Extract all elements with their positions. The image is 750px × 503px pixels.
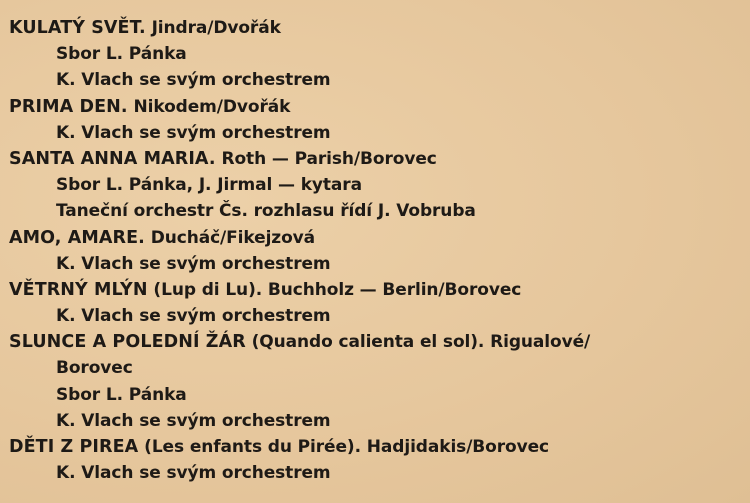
song-performer: K. Vlach se svým orchestrem (56, 306, 331, 327)
song-authors: Nikodem/Dvořák (133, 96, 291, 117)
song-title: AMO, AMARE. (9, 227, 145, 248)
song-original-title: (Lup di Lu). (153, 279, 263, 300)
song-performer: K. Vlach se svým orchestrem (56, 253, 331, 274)
song-performer: Sbor L. Pánka (56, 384, 187, 405)
song-performer: Taneční orchestr Čs. rozhlasu řídí J. Vobruba (56, 201, 476, 222)
song-authors: Jindra/Dvořák (151, 18, 281, 38)
song-title: SANTA ANNA MARIA. (9, 148, 216, 169)
song-title-line (9, 94, 742, 120)
song-title: VĚTRNÝ MLÝN (9, 279, 148, 300)
song-authors: Hadjidakis/Borovec (366, 437, 549, 457)
song-authors: Rigualové/ (490, 332, 591, 353)
song-performer: K. Vlach se svým orchestrem (56, 122, 331, 143)
song-original-title: (Quando calienta el sol). (251, 332, 485, 353)
song-title-line (9, 225, 742, 251)
song-authors: Buchholz — Berlin/Borovec (267, 279, 522, 300)
song-performer: K. Vlach se svým orchestrem (56, 70, 331, 91)
song-authors: Ducháč/Fikejzová (150, 227, 316, 248)
song-title-line (9, 434, 742, 460)
song-title: KULATÝ SVĚT. (9, 18, 146, 38)
song-performer: K. Vlach se svým orchestrem (56, 410, 331, 431)
song-performer: Sbor L. Pánka (56, 44, 187, 65)
song-title-line (9, 277, 742, 303)
song-title: PRIMA DEN. (9, 96, 128, 117)
song-performer: Sbor L. Pánka, J. Jirmal — kytara (56, 175, 362, 196)
song-title: DĚTI Z PIREA (9, 437, 139, 457)
song-title-line (9, 329, 742, 355)
song-performer: K. Vlach se svým orchestrem (56, 463, 331, 484)
song-authors-continued: Borovec (56, 358, 133, 379)
song-title: SLUNCE A POLEDNÍ ŽÁR (9, 332, 246, 353)
song-original-title: (Les enfants du Pirée). (144, 437, 361, 457)
song-title-line (9, 15, 742, 41)
song-authors: Roth — Parish/Borovec (221, 148, 437, 169)
song-title-line (9, 146, 742, 172)
